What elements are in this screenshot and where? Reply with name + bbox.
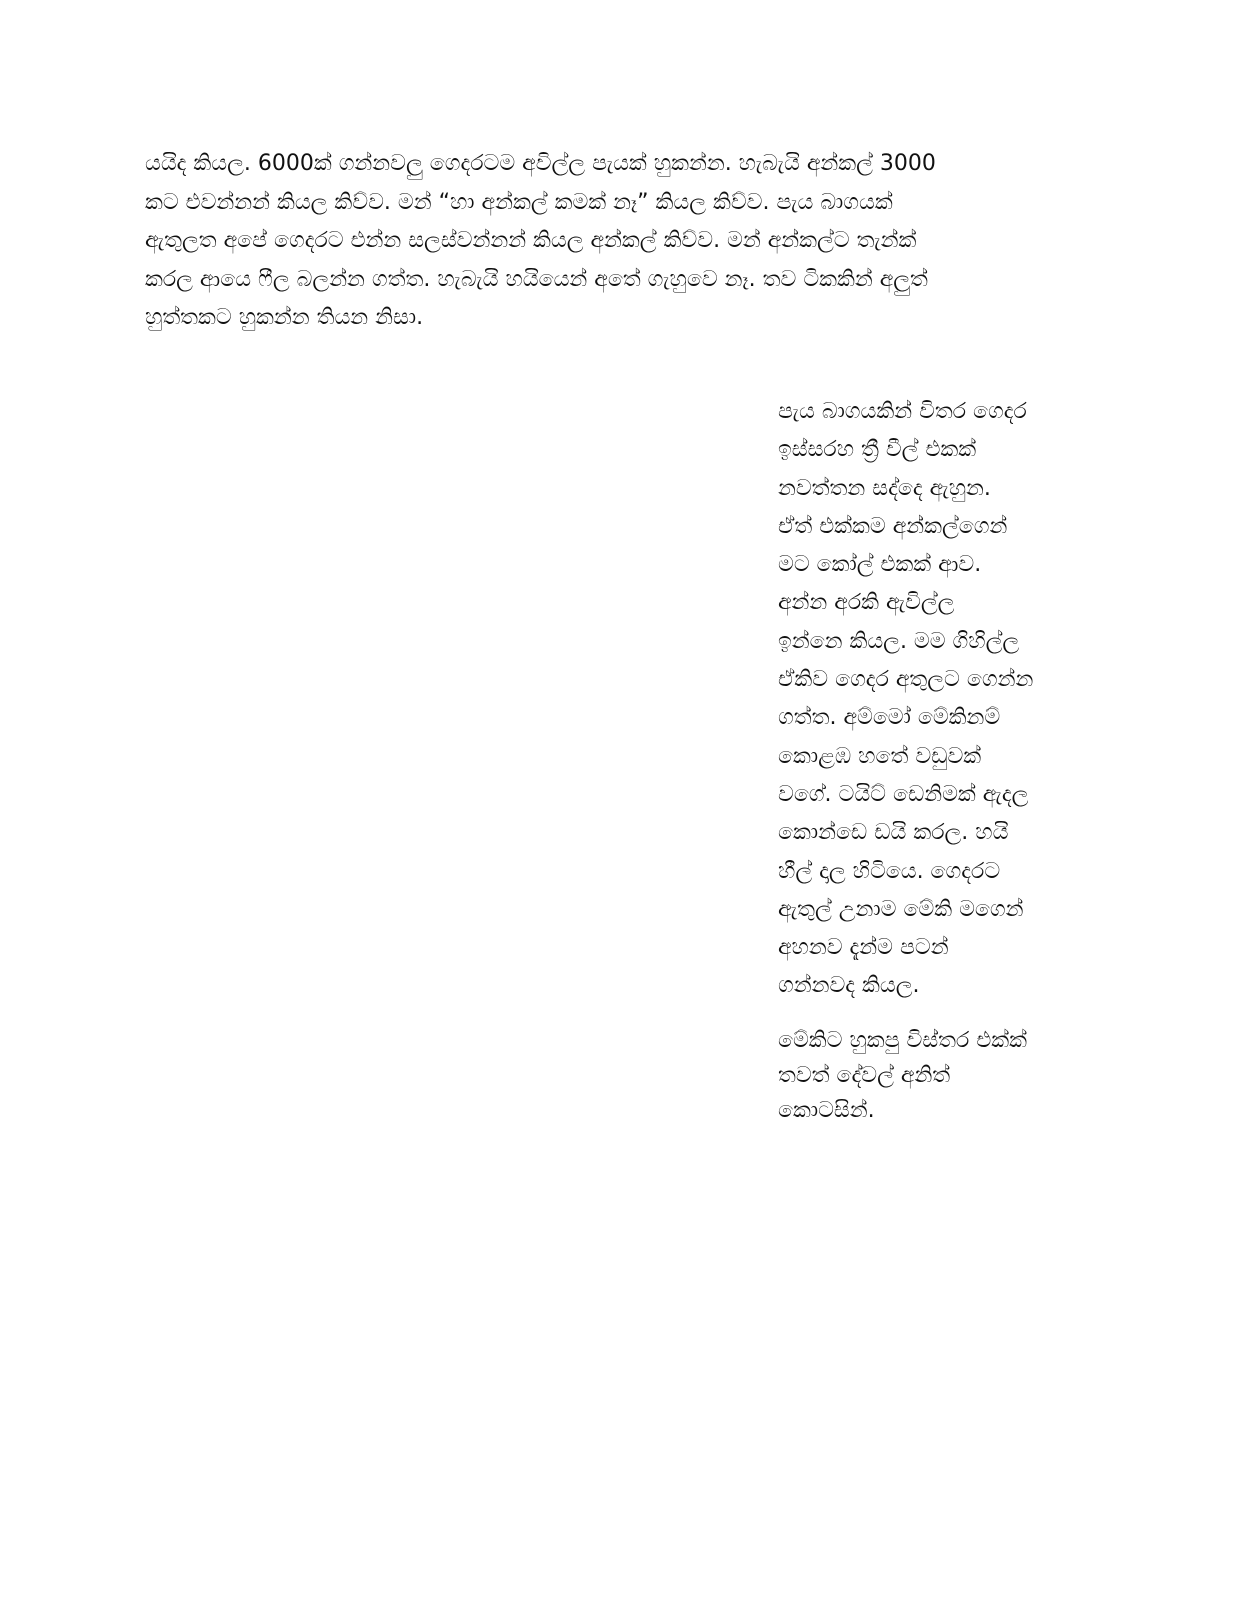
text-line: යයිද කියල. 6000ක් ගන්නවලු ගෙදරටම අවිල්ල පැයක් හුකන්න. හැබැයි අන්කල් 3000 [145,151,936,176]
side-paragraph-2 [778,1023,1027,1128]
text-line: කරල ආයෙ ෆීල බලන්න ගත්ත. හැබැයි හයියෙන් අතේ ගැහුවෙ නෑ. තව ටිකකින් අලුත් [145,266,928,292]
text-line: ඒත් එක්කම අන්කල්ගෙන් [778,513,1008,539]
text-line: ගත්ත. අම්මෝ මේකිනම් [778,705,1001,731]
text-line: වගේ. ටයිට් ඩෙනිමක් ඇදල [778,781,1029,807]
text-line: ඇතුලත අපේ ගෙදරට එන්න සලස්වන්නන් කියල අන්කල් කිව්ව. මන් අන්කල්ට තැන්ක් [145,228,917,253]
text-line: පැය බාගයකින් විතර ගෙදර [778,399,1027,424]
text-line: මේකිට හුකපු විස්තර එක්ක් [778,1028,1027,1053]
text-line: තවත් දේවල් අනිත් [778,1063,951,1088]
side-column [778,393,1088,1123]
text-line: නවත්තන සද්දෙ ඇහුන. [778,475,991,501]
text-line: ඇතුල් උනාම මේකි මගෙන් [778,896,1024,922]
text-line: අන්න අරකි ඇවිල්ල [778,590,955,616]
side-paragraph-1 [778,393,1088,1006]
top-paragraph [145,145,1075,338]
text-line: ගන්නවද කියල. [778,973,920,999]
text-line: කොටසින්. [778,1098,875,1123]
text-line: මට කෝල් එකක් ආව. [778,552,982,578]
text-line: කොන්ඩෙ ඩයි කරල. හයි [778,820,1009,846]
text-line: හුත්තකට හුකන්න තියන නිසා. [145,305,424,330]
text-line: හීල් දාල හිටියෙ. ගෙදරට [778,858,1001,884]
text-line: ඒකිව ගෙදර අතුලට ගෙන්න [778,667,1034,693]
text-line: ඉස්සරහ ත්‍රී වීල් එකක් [778,437,977,463]
text-line: කොළඹ හතේ වඩුවක් [778,743,982,769]
text-line: ඉන්නෙ කියල. මම ගිහිල්ල [778,628,1020,654]
text-line: කට එවන්නන් කියල කිව්ව. මන් “හා අන්කල් කමක් නෑ” කියල කිව්ව. පැය බාගයක් [145,189,893,215]
text-line: අහනව දැන්ම පටන් [778,935,949,961]
